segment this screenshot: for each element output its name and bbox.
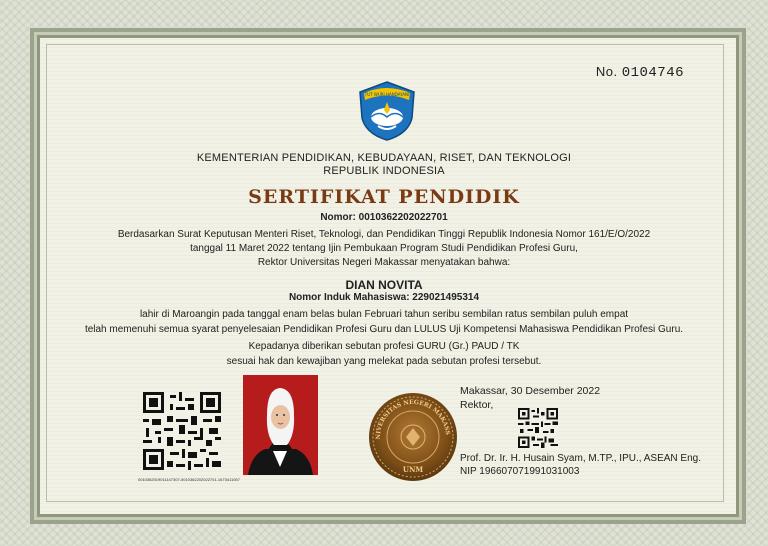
birth-line: lahir di Maroangin pada tanggal enam belas bulan Februari tahun seribu sembilan ratus sembilan puluh empat (139, 309, 629, 320)
recipient-name: DIAN NOVITA (345, 278, 423, 292)
certificate-title: SERTIFIKAT PENDIDIK (248, 186, 520, 208)
birth-and-pass-paragraph (0, 308, 768, 337)
qr-caption: 0010362019011147307-0010362202022701-1673411057 (138, 477, 240, 482)
seal-bottom-text: UNM (402, 465, 424, 474)
decree-paragraph (0, 228, 768, 270)
decree-line-3: Rektor Universitas Negeri Makassar menyatakan bahwa: (257, 257, 511, 268)
qr-code-icon (143, 392, 221, 470)
seal-text: NIVERSITAS NEGERI MAKASS (374, 398, 451, 440)
pass-line: telah memenuhi semua syarat penyelesaian Pendidikan Profesi Guru dan LULUS Uji Kompetensi Mahasiswa Pendidikan Profesi Guru. (84, 323, 684, 335)
student-number: Nomor Induk Mahasiswa: 229021495314 (288, 292, 480, 303)
number-prefix: No. (595, 64, 618, 79)
place-date: Makassar, 30 Desember 2022 (460, 385, 601, 397)
certificate-number (596, 64, 684, 81)
signature-qr-icon (518, 408, 558, 448)
ministry-heading (0, 152, 768, 178)
tut-wuri-handayani-logo (356, 80, 418, 142)
award-line-2: sesuai hak dan kewajiban yang melekat pada sebutan profesi tersebut. (226, 355, 542, 367)
decree-line-1: Berdasarkan Surat Keputusan Menteri Riset, Teknologi, dan Pendidikan Tinggi Republik Indonesia Nomor 161/E/O/2022 (117, 229, 651, 240)
certificate-nomor: Nomor: 0010362202022701 (320, 212, 448, 223)
signer-nip: NIP 196607071991031003 (460, 466, 580, 477)
ministry-line-1: KEMENTERIAN PENDIDIKAN, KEBUDAYAAN, RISET, DAN TEKNOLOGI (196, 152, 572, 164)
award-paragraph (0, 340, 768, 369)
recipient-photo (243, 375, 318, 475)
logo-text: TUT WURI HANDAYANI (364, 92, 410, 97)
decree-line-2: tanggal 11 Maret 2022 tentang Ijin Pembukaan Program Studi Pendidikan Profesi Guru, (190, 243, 578, 254)
ministry-line-2: REPUBLIK INDONESIA (323, 165, 445, 177)
signer-role: Rektor, (460, 399, 494, 411)
university-seal-icon (366, 390, 460, 484)
award-line-1: Kepadanya diberikan sebutan profesi GURU (Gr.) PAUD / TK (248, 341, 520, 352)
signer-name: Prof. Dr. Ir. H. Husain Syam, M.TP., IPU., ASEAN Eng. (460, 453, 702, 464)
signer-details (460, 452, 701, 478)
number-value: 0104746 (621, 65, 684, 81)
